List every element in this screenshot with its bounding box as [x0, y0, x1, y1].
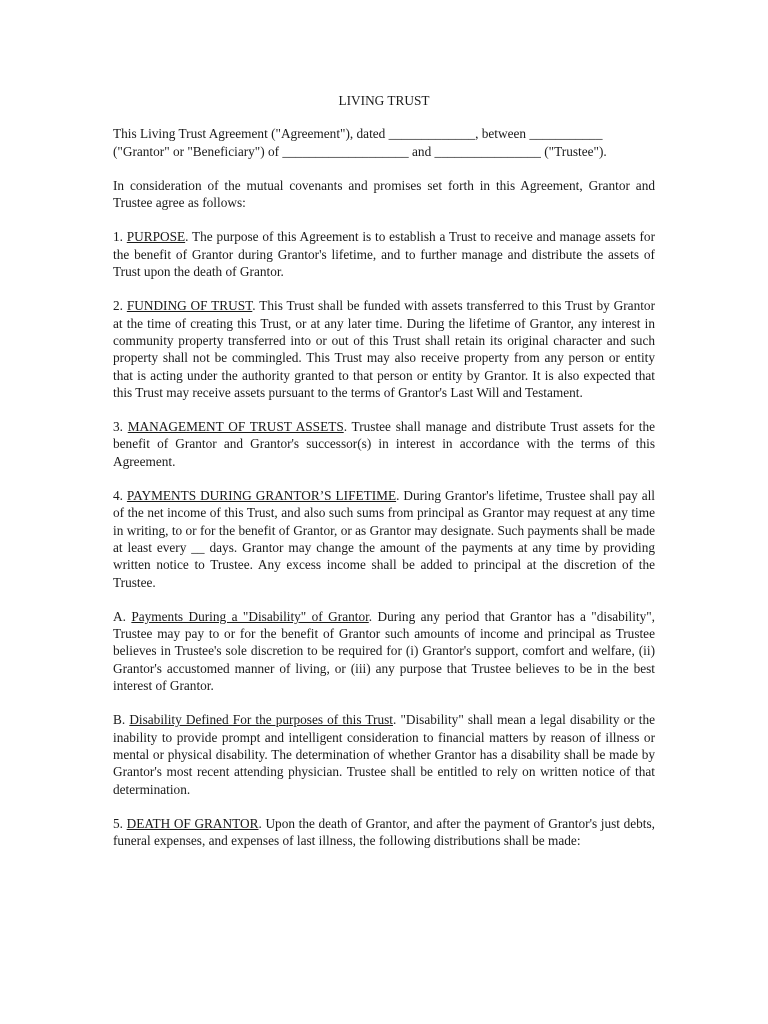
- section-heading: PAYMENTS DURING GRANTOR’S LIFETIME: [126, 488, 397, 504]
- section-heading: MANAGEMENT OF TRUST ASSETS: [127, 419, 344, 435]
- consideration-paragraph: In consideration of the mutual covenants and promises set forth in this Agreement, Grantor and Trustee agree as follows:: [113, 177, 655, 211]
- subsection-heading: Payments During a "Disability" of Grantor: [131, 608, 369, 624]
- document-page: [113, 92, 655, 866]
- section-number: 1.: [113, 229, 127, 245]
- section-heading: DEATH OF GRANTOR: [126, 815, 259, 831]
- section-text: . Upon the death of Grantor, and after the payment of Grantor's just debts, funeral expenses, and expenses of last illness, the following distributions shall be made:: [113, 815, 656, 849]
- subsection-heading: Disability Defined For the purposes of this Trust: [129, 712, 394, 728]
- section-number: 2.: [113, 298, 127, 314]
- section-text: . This Trust shall be funded with assets transferred to this Trust by Grantor at the time of creating this Trust, or at any later time. During the lifetime of Grantor, any interest in community property transferred into or out of this Trust shall retain its original character and such property shall not be commingled. This Trust may also receive property from any person or entity that is acting under the authority granted to that person or entity by Grantor. It is also expected that this Trust may receive assets pursuant to the terms of Grantor's Last Will and Testament.: [113, 298, 655, 400]
- section-number: 4.: [113, 488, 127, 504]
- intro-line-1: This Living Trust Agreement ("Agreement"), dated _____________, between ___________: [113, 126, 603, 142]
- section-death: [113, 815, 655, 850]
- intro-line-2: ("Grantor" or "Beneficiary") of ___________________ and ________________ ("Trustee").: [113, 143, 607, 159]
- subsection-letter: B.: [113, 712, 130, 728]
- subsection-disability-defined: [113, 711, 655, 797]
- section-text: . During Grantor's lifetime, Trustee shall pay all of the net income of this Trust, and also such sums from principal as Grantor may request at any time in writing, to or for the benefit of Grantor, or as Grantor may designate. Such payments shall be made at least every __ days. Grantor may change the amount of the payments at any time by providing written notice to Trustee. Any excess income shall be added to principal at the discretion of the Trustee.: [113, 488, 656, 590]
- section-payments: [113, 487, 655, 591]
- section-number: 5.: [113, 815, 127, 831]
- document-title: LIVING TRUST: [338, 93, 430, 108]
- section-heading: PURPOSE: [126, 229, 186, 245]
- subsection-text: . During any period that Grantor has a "disability", Trustee may pay to or for the benefit of Grantor such amounts of income and principal as Trustee believes in Trustee's sole discretion to be required for (i) Grantor's support, comfort and welfare, (ii) Grantor's accustomed manner of living, or (iii) any purpose that Trustee believes to be in the best interest of Grantor.: [113, 608, 655, 694]
- subsection-text: . "Disability" shall mean a legal disability or the inability to provide prompt and intelligent consideration to financial matters by reason of illness or mental or physical disability. The determination of whether Grantor has a disability shall be made by Grantor's most recent attending physician. Trustee shall be entitled to rely on written notice of that determination.: [113, 712, 655, 797]
- intro-paragraph: [113, 125, 655, 160]
- section-purpose: [113, 228, 655, 280]
- subsection-disability-payments: [113, 608, 655, 694]
- section-management: [113, 418, 655, 470]
- section-text: . The purpose of this Agreement is to establish a Trust to receive and manage assets for the benefit of Grantor during Grantor's lifetime, and to further manage and distribute the assets of Trust upon the death of Grantor.: [113, 229, 656, 280]
- section-text: . Trustee shall manage and distribute Trust assets for the benefit of Grantor and Grantor's successor(s) in interest in accordance with the terms of this Agreement.: [113, 419, 656, 469]
- subsection-letter: A.: [113, 608, 132, 624]
- section-funding: [113, 297, 655, 401]
- section-heading: FUNDING OF TRUST: [126, 298, 253, 314]
- section-number: 3.: [113, 419, 128, 435]
